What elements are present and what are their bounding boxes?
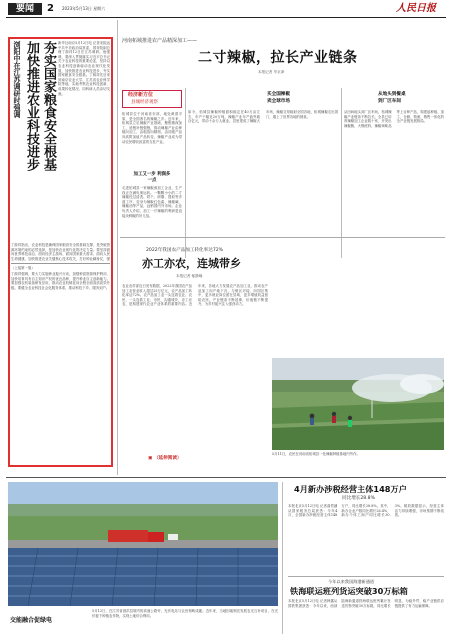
rb-sub-1: 同比增长28.8%	[342, 496, 375, 501]
mid-kicker: 2022年我国农产品加工转化率达72%	[146, 248, 224, 253]
left-headline-1: 加快推进农业科技进步	[24, 41, 39, 171]
bottom-section-rule	[6, 477, 446, 478]
feature-sub-mid-1: 买全国辣椒	[267, 92, 290, 97]
left-headline-2: 夯实国家粮食安全根基	[41, 41, 56, 171]
feature-section-sub: 县城经济观察	[131, 100, 158, 105]
feature-rule-1	[185, 88, 186, 258]
mid-byline: 本报记者 郁静娴	[176, 274, 203, 278]
left-kicker: 浏阳中在江苏调研时强调	[13, 41, 21, 118]
feature-byline: 本报记者 毕京津	[258, 70, 285, 74]
field-photo-graphic	[272, 358, 444, 450]
feature-rule-2	[341, 88, 342, 258]
feature-section-box	[122, 90, 182, 108]
feature-sub-right-1: 从地头到餐桌	[378, 92, 406, 97]
arrow-icon: ▣	[148, 456, 153, 461]
feature-kicker: 河南柘城推进农产品精深加工——	[122, 38, 198, 44]
feature-headline: 二寸辣椒，拉长产业链条	[198, 50, 358, 66]
left-divider	[11, 263, 110, 264]
left-body-1: 新华社南京5月12日电 记者宋振远 中共中央政治局常委、国务院副总理丁薛祥12日在江苏调研。他强调，要深入贯彻落实习近平总书记关于农业科技的重要论述，坚持以农业科技创新驱动农业现代化发展，加快推进农业科技进步，夯实国家粮食安全根基。丁薛祥先后来到南京农业大学、江苏省农业科学院等地，实地考察农业科技创新、成果转化情况，同科研人员亲切交流。	[58, 41, 110, 96]
left-article	[10, 39, 111, 465]
feature-body-c: 如今，柘城县辣椒种植面积稳定在40万亩左右，年产干椒近20万吨，辣椒产业年产值突破百亿元，带动十余万人就业。县里建成了辣椒大市场，辣椒交易辐射全国各地，柘城辣椒走出国门，端上了世界各地的餐桌。	[188, 110, 338, 124]
feature-body-d: 从田间地头到厂区车间，柘城辣椒产业链条不断拉长。全县已培育辣椒加工企业数十家，开发出辣椒酱、火锅底料、辣椒调味品等上百种产品，构建起种植、加工、仓储、物流、销售一体化的全产业链发展格局。	[344, 110, 444, 128]
solar-photo	[8, 482, 278, 606]
mid-article	[120, 240, 270, 475]
rb-headline-1: 4月新办涉税经营主体148万户	[294, 484, 407, 494]
bottom-footer-tag: 交能融合促绿电	[10, 617, 53, 624]
rb-body-1: 本报北京5月12日电 记者曲哲涵从国家税务总局获悉：今年4月，全国新办涉税经营主体148万户，同比增长28.8%。其中，新办企业户数同比增长26.4%，新办个体工商户同比增长30.3%。税收数据显示，经营主体活力持续增强，市场预期不断改善。	[288, 504, 444, 518]
solar-photo-graphic	[8, 482, 278, 606]
left-body-3: 丁薛祥强调，要大力实施种业振兴行动，加强种质资源保护利用，加快培育具有自主知识产权的优良品种，提升种业自主创新能力。要加强农机装备研发应用，推动农业机械化向全程全面高质高效升级。要健全农业科技社会化服务体系，推动科技下乡、服务到户。	[11, 272, 110, 290]
mid-continue: ▣ （延伸阅读）	[148, 456, 182, 461]
left-body-2: 丁薛祥指出，农业科技是确保国家粮食安全的基础支撑，是突破资源环境约束的必然选择，是加快农业现代化的决定力量。要坚持面向世界科技前沿、面向经济主战场、面向国家重大需求、面向人民生命健康，加快推进农业关键核心技术攻关，打好种业翻身仗，强	[11, 243, 110, 261]
rb-divider	[288, 576, 444, 577]
feature-bottom-rule	[120, 237, 445, 238]
page-number: 2	[47, 3, 54, 14]
feature-sub-left: 加工又一步 利润多一点	[133, 172, 171, 183]
masthead	[0, 0, 450, 18]
rb-headline-2: 铁海联运班列货运突破30万标箱	[290, 586, 408, 596]
solar-photo-caption: 5月12日，在江苏省泗洪县境内的高速公路旁，光伏电站与农田相映成趣。近年来，当地因地制宜发展农光互补项目，在光伏板下种植农作物，实现土地综合利用。	[92, 609, 278, 618]
feature-body-b: 走进柘城县一家辣椒深加工企业，生产线正在满负荷运转。一颗颗小小的二寸辣椒经过清洗、烘干、研磨、提取等多道工序，变身为辣椒红色素、辣椒碱、辣椒油等产品，远销国内外市场。企业负责人介绍，加工一斤辣椒的利润是直接卖鲜椒的好几倍。	[122, 186, 182, 218]
date-line: 2023年5月13日 星期六	[62, 6, 106, 11]
rb-kicker-2: 今年以来我国海港新通道	[328, 579, 375, 584]
mid-body: 农业农村部近日发布数据，2022年我国农产品加工业营业收入超过25万亿元，农产品加工转化率达72%。农产品加工业一头连着农业、农民，一头连着工业、市民，沟通城乡，亦工亦农，是构建现代农业产业体系的重要内容。近年来，各地大力发展农产品加工业，推动农产品加工向产地下沉、与销区对接、向园区集中，更多就业岗位留在县域，更多增值收益留给农民。产业链条不断延伸，价值链不断提升，为乡村振兴注入强劲动力。	[122, 284, 268, 307]
column-rule-1	[117, 20, 118, 475]
field-photo-caption: 5月11日，农民在河南省柘城县一处辣椒种植基地内劳作。	[272, 452, 360, 456]
section-tag: 要闻	[8, 3, 42, 15]
column-rule-2	[282, 482, 283, 634]
rb-body-2: 本报北京5月12日电 记者韩鑫从国铁集团获悉：今年以来，西部陆海新通道铁海联运班列累计发送货物突破30万标箱，同比增长明显，为稳外贸、稳产业链供应链提供了有力运输保障。	[288, 599, 444, 608]
feature-sub-right-2: 到厂区车间	[378, 99, 401, 104]
feature-section-tag: 经济新方位	[128, 92, 154, 98]
mid-headline: 亦工亦农，连城带乡	[142, 257, 241, 270]
feature-body-a: 柘城县位于河南省东部，地处黄淮平原，是全国著名的辣椒之乡。近年来，柘城县立足辣椒产业基础，聚焦精深加工，延链补链强链，推动辣椒产业由种植向加工、由粗放向精细、由初级产品向高附加值产品转变，辣椒产业成为带动农民增收致富的支柱产业。	[122, 112, 182, 144]
field-photo	[272, 358, 444, 450]
paper-name: 人民日报	[396, 3, 436, 14]
feature-sub-mid-2: 卖全球市场	[267, 99, 290, 104]
right-bottom	[286, 482, 446, 637]
masthead-rule	[6, 17, 446, 18]
left-subhead: （上接第一版）	[11, 266, 35, 270]
